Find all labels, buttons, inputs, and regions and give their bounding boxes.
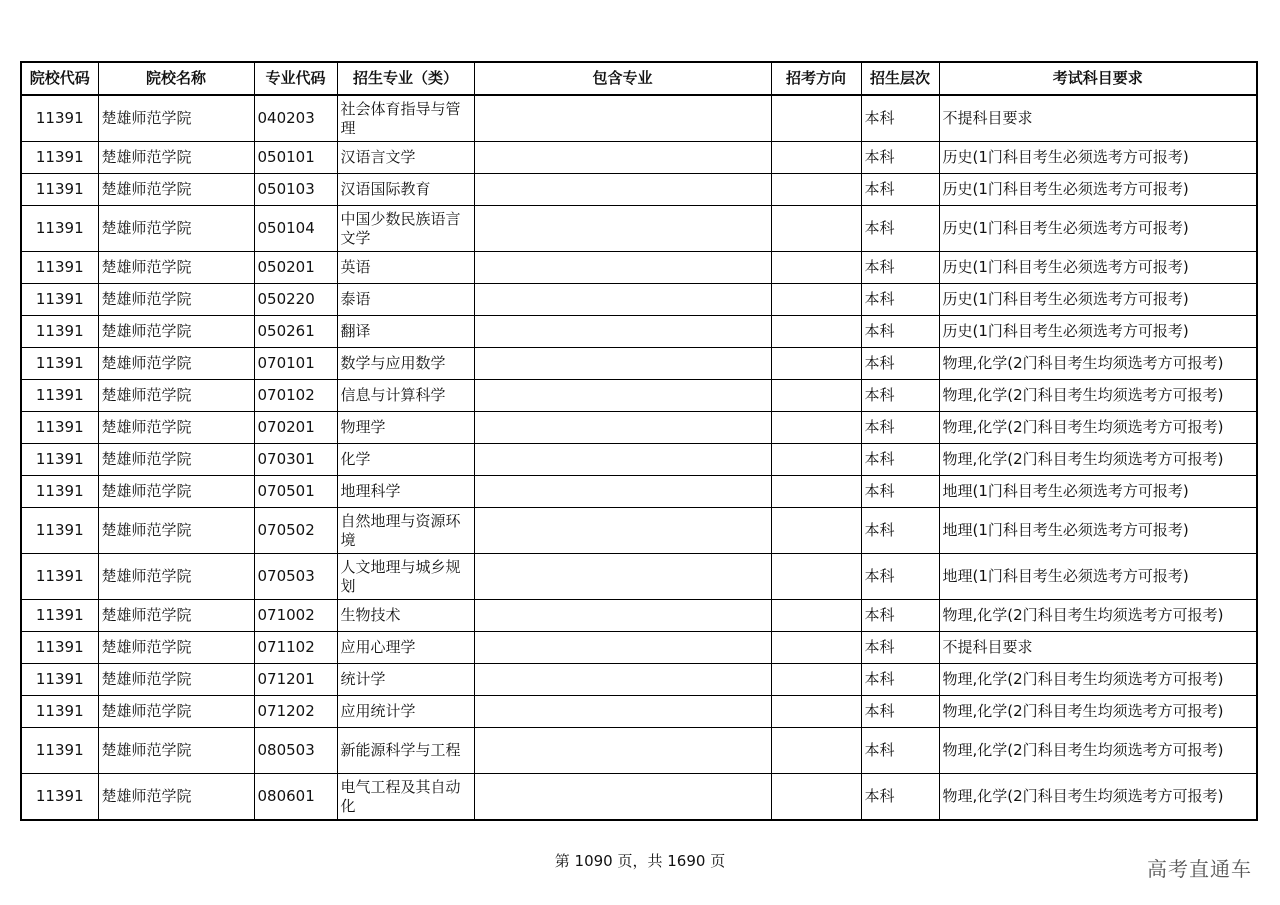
included-majors-cell [474,284,771,316]
level-cell: 本科 [861,316,939,348]
level-cell: 本科 [861,174,939,206]
level-cell: 本科 [861,632,939,664]
direction-cell [771,284,861,316]
major-name-cell: 电气工程及其自动化 [337,774,474,821]
school-code-cell: 11391 [21,380,98,412]
table-row [21,252,1257,284]
subject-requirement-cell: 不提科目要求 [939,95,1257,142]
included-majors-cell [474,444,771,476]
table-row [21,206,1257,252]
subject-requirement-cell: 物理,化学(2门科目考生均须选考方可报考) [939,696,1257,728]
direction-cell [771,696,861,728]
major-name-cell: 化学 [337,444,474,476]
direction-cell [771,508,861,554]
table-row [21,284,1257,316]
table-row [21,696,1257,728]
header-school-code: 院校代码 [21,62,98,95]
level-cell: 本科 [861,444,939,476]
school-code-cell: 11391 [21,142,98,174]
level-cell: 本科 [861,554,939,600]
major-name-cell: 英语 [337,252,474,284]
school-code-cell: 11391 [21,284,98,316]
major-code-cell: 070502 [254,508,337,554]
school-code-cell: 11391 [21,696,98,728]
major-code-cell: 070501 [254,476,337,508]
subject-requirement-cell: 地理(1门科目考生必须选考方可报考) [939,508,1257,554]
major-name-cell: 新能源科学与工程 [337,728,474,774]
major-name-cell: 信息与计算科学 [337,380,474,412]
table-row [21,632,1257,664]
included-majors-cell [474,412,771,444]
school-name-cell: 楚雄师范学院 [98,600,254,632]
school-code-cell: 11391 [21,252,98,284]
school-code-cell: 11391 [21,476,98,508]
admission-table [20,61,1258,821]
school-name-cell: 楚雄师范学院 [98,95,254,142]
school-name-cell: 楚雄师范学院 [98,284,254,316]
table-row [21,142,1257,174]
table-row [21,348,1257,380]
school-name-cell: 楚雄师范学院 [98,206,254,252]
included-majors-cell [474,632,771,664]
direction-cell [771,774,861,821]
table-row [21,412,1257,444]
school-code-cell: 11391 [21,95,98,142]
direction-cell [771,252,861,284]
direction-cell [771,206,861,252]
included-majors-cell [474,696,771,728]
level-cell: 本科 [861,284,939,316]
school-name-cell: 楚雄师范学院 [98,554,254,600]
school-name-cell: 楚雄师范学院 [98,316,254,348]
header-included-majors: 包含专业 [474,62,771,95]
subject-requirement-cell: 物理,化学(2门科目考生均须选考方可报考) [939,380,1257,412]
subject-requirement-cell: 物理,化学(2门科目考生均须选考方可报考) [939,728,1257,774]
school-name-cell: 楚雄师范学院 [98,252,254,284]
direction-cell [771,412,861,444]
table-row [21,476,1257,508]
level-cell: 本科 [861,476,939,508]
table-row [21,316,1257,348]
subject-requirement-cell: 物理,化学(2门科目考生均须选考方可报考) [939,444,1257,476]
direction-cell [771,142,861,174]
direction-cell [771,632,861,664]
major-name-cell: 数学与应用数学 [337,348,474,380]
header-direction: 招考方向 [771,62,861,95]
subject-requirement-cell: 物理,化学(2门科目考生均须选考方可报考) [939,600,1257,632]
major-code-cell: 080503 [254,728,337,774]
included-majors-cell [474,664,771,696]
major-code-cell: 080601 [254,774,337,821]
major-code-cell: 070503 [254,554,337,600]
included-majors-cell [474,174,771,206]
direction-cell [771,174,861,206]
table-row [21,508,1257,554]
major-name-cell: 生物技术 [337,600,474,632]
school-name-cell: 楚雄师范学院 [98,380,254,412]
subject-requirement-cell: 历史(1门科目考生必须选考方可报考) [939,252,1257,284]
major-name-cell: 中国少数民族语言文学 [337,206,474,252]
subject-requirement-cell: 物理,化学(2门科目考生均须选考方可报考) [939,348,1257,380]
school-name-cell: 楚雄师范学院 [98,476,254,508]
subject-requirement-cell: 历史(1门科目考生必须选考方可报考) [939,284,1257,316]
direction-cell [771,316,861,348]
included-majors-cell [474,774,771,821]
school-code-cell: 11391 [21,316,98,348]
subject-requirement-cell: 历史(1门科目考生必须选考方可报考) [939,206,1257,252]
school-name-cell: 楚雄师范学院 [98,412,254,444]
major-code-cell: 050261 [254,316,337,348]
direction-cell [771,600,861,632]
included-majors-cell [474,95,771,142]
major-code-cell: 040203 [254,95,337,142]
table-row [21,664,1257,696]
included-majors-cell [474,206,771,252]
included-majors-cell [474,348,771,380]
school-code-cell: 11391 [21,632,98,664]
major-code-cell: 050201 [254,252,337,284]
school-code-cell: 11391 [21,774,98,821]
direction-cell [771,728,861,774]
level-cell: 本科 [861,774,939,821]
major-code-cell: 050220 [254,284,337,316]
school-code-cell: 11391 [21,664,98,696]
level-cell: 本科 [861,508,939,554]
subject-requirement-cell: 物理,化学(2门科目考生均须选考方可报考) [939,664,1257,696]
subject-requirement-cell: 地理(1门科目考生必须选考方可报考) [939,476,1257,508]
direction-cell [771,380,861,412]
school-name-cell: 楚雄师范学院 [98,774,254,821]
included-majors-cell [474,252,771,284]
school-code-cell: 11391 [21,508,98,554]
subject-requirement-cell: 历史(1门科目考生必须选考方可报考) [939,316,1257,348]
level-cell: 本科 [861,696,939,728]
level-cell: 本科 [861,206,939,252]
table-header [21,62,1257,95]
page-number: 第 1090 页，共 1690 页 [554,852,726,870]
subject-requirement-cell: 物理,化学(2门科目考生均须选考方可报考) [939,412,1257,444]
direction-cell [771,95,861,142]
school-code-cell: 11391 [21,444,98,476]
school-code-cell: 11391 [21,348,98,380]
level-cell: 本科 [861,600,939,632]
school-name-cell: 楚雄师范学院 [98,632,254,664]
level-cell: 本科 [861,142,939,174]
major-name-cell: 泰语 [337,284,474,316]
header-subject-requirement: 考试科目要求 [939,62,1257,95]
direction-cell [771,476,861,508]
table-row [21,444,1257,476]
included-majors-cell [474,508,771,554]
header-school-name: 院校名称 [98,62,254,95]
major-code-cell: 050101 [254,142,337,174]
major-name-cell: 应用心理学 [337,632,474,664]
school-name-cell: 楚雄师范学院 [98,174,254,206]
table-row [21,174,1257,206]
major-name-cell: 地理科学 [337,476,474,508]
direction-cell [771,444,861,476]
school-code-cell: 11391 [21,174,98,206]
header-row [21,62,1257,95]
major-name-cell: 自然地理与资源环境 [337,508,474,554]
header-major-name: 招生专业（类） [337,62,474,95]
table-row [21,554,1257,600]
subject-requirement-cell: 地理(1门科目考生必须选考方可报考) [939,554,1257,600]
school-code-cell: 11391 [21,600,98,632]
direction-cell [771,554,861,600]
major-name-cell: 汉语国际教育 [337,174,474,206]
school-name-cell: 楚雄师范学院 [98,664,254,696]
watermark-text: 高考直通车 [1147,857,1252,881]
school-name-cell: 楚雄师范学院 [98,444,254,476]
included-majors-cell [474,554,771,600]
major-name-cell: 人文地理与城乡规划 [337,554,474,600]
level-cell: 本科 [861,95,939,142]
school-code-cell: 11391 [21,554,98,600]
level-cell: 本科 [861,728,939,774]
level-cell: 本科 [861,664,939,696]
school-name-cell: 楚雄师范学院 [98,508,254,554]
included-majors-cell [474,316,771,348]
subject-requirement-cell: 历史(1门科目考生必须选考方可报考) [939,174,1257,206]
major-code-cell: 071002 [254,600,337,632]
subject-requirement-cell: 历史(1门科目考生必须选考方可报考) [939,142,1257,174]
major-code-cell: 070201 [254,412,337,444]
direction-cell [771,348,861,380]
major-name-cell: 统计学 [337,664,474,696]
major-name-cell: 社会体育指导与管理 [337,95,474,142]
major-name-cell: 翻译 [337,316,474,348]
table-row [21,600,1257,632]
school-code-cell: 11391 [21,728,98,774]
school-name-cell: 楚雄师范学院 [98,696,254,728]
table-row [21,95,1257,142]
major-code-cell: 070301 [254,444,337,476]
major-code-cell: 050104 [254,206,337,252]
major-code-cell: 071202 [254,696,337,728]
table-row [21,728,1257,774]
included-majors-cell [474,600,771,632]
header-major-code: 专业代码 [254,62,337,95]
included-majors-cell [474,142,771,174]
school-name-cell: 楚雄师范学院 [98,142,254,174]
major-code-cell: 050103 [254,174,337,206]
included-majors-cell [474,728,771,774]
major-name-cell: 物理学 [337,412,474,444]
direction-cell [771,664,861,696]
school-code-cell: 11391 [21,206,98,252]
level-cell: 本科 [861,380,939,412]
level-cell: 本科 [861,252,939,284]
major-code-cell: 071201 [254,664,337,696]
table-body [21,95,1257,820]
major-name-cell: 应用统计学 [337,696,474,728]
included-majors-cell [474,380,771,412]
table-row [21,774,1257,821]
header-level: 招生层次 [861,62,939,95]
major-name-cell: 汉语言文学 [337,142,474,174]
major-code-cell: 070101 [254,348,337,380]
school-name-cell: 楚雄师范学院 [98,728,254,774]
subject-requirement-cell: 物理,化学(2门科目考生均须选考方可报考) [939,774,1257,821]
level-cell: 本科 [861,348,939,380]
school-name-cell: 楚雄师范学院 [98,348,254,380]
included-majors-cell [474,476,771,508]
level-cell: 本科 [861,412,939,444]
table-row [21,380,1257,412]
school-code-cell: 11391 [21,412,98,444]
major-code-cell: 070102 [254,380,337,412]
subject-requirement-cell: 不提科目要求 [939,632,1257,664]
major-code-cell: 071102 [254,632,337,664]
